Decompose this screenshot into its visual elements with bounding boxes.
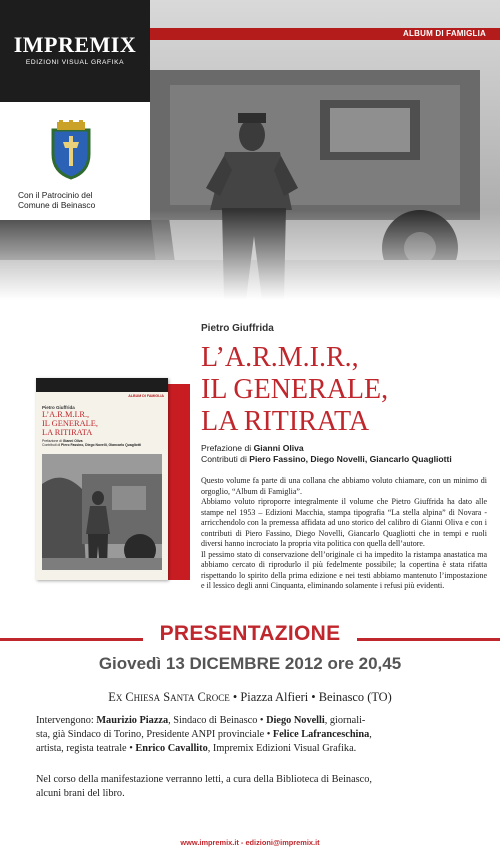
book-credits xyxy=(201,443,452,465)
book-spine xyxy=(166,384,190,580)
speaker-role: artista, regista teatrale xyxy=(36,743,127,754)
book-front-cover xyxy=(36,378,168,580)
venue-name: Ex Chiesa Santa Croce xyxy=(108,690,230,704)
speaker-role: , giornali- xyxy=(324,715,366,726)
publisher-panel xyxy=(0,0,150,220)
description-paragraph: Abbiamo voluto riproporre integralmente il volume che Pietro Giuffrida ha dato alle stampe nel 1953 – Edizioni Macchia, stampa tipografia “La stella alpina” di Novara - arricchendolo con la premessa affidata ad uno storico del calibro di Gianni Oliva e con i contributi di Piero Fassino, Diego Novelli, Giancarlo Quagliotti che in tempi e ruoli diversi hanno incrociato la propria vita politica con quella dell’autore. xyxy=(201,497,487,548)
book-cover-author: Pietro Giuffrida xyxy=(42,405,75,410)
speaker-role: , Impremix Edizioni Visual Grafika. xyxy=(207,743,357,754)
book-cover-credits xyxy=(42,439,141,448)
book-cover-contrib-names: Piero Fassino, Diego Novelli, Giancarlo Quagliotti xyxy=(61,443,141,448)
speakers-list: Intervengono: Maurizio Piazza, Sindaco di Beinasco • Diego Novelli, giornali- sta, già Sindaco di Torino, Presidente ANPI provinciale • Felice Lafranceschina, artista, regista teatrale • Enrico Cavallito, Impremix Edizioni Visual Grafika. xyxy=(36,715,372,754)
description-paragraph: Il pessimo stato di conservazione dell’originale ci ha impedito la ristampa anastatica ma abbiamo cercato di riprodurlo il più fedelmente possibile; la copertina è stata rifatta rispettando lo spirito della prima edizione e nei testi abbiamo mantenuto l’impostazione e il lessico degli anni Cinquanta, eliminando solamente i refusi più evidenti. xyxy=(201,549,487,590)
book-cover-title-line: IL GENERALE, xyxy=(42,418,98,428)
speaker-role: , xyxy=(369,729,372,740)
publisher-logo-text: IMPREMIX xyxy=(13,32,137,57)
venue-square: Piazza Alfieri xyxy=(240,690,309,704)
email-link[interactable]: edizioni@impremix.it xyxy=(245,838,320,847)
contrib-label: Contributi di xyxy=(201,454,247,464)
speaker-role: sta, già Sindaco di Torino, Presidente ANPI provinciale xyxy=(36,729,265,740)
book-cover-preface-label: Prefazione di xyxy=(42,439,62,443)
book-title-line1: L’A.R.M.I.R., xyxy=(201,342,359,373)
patronage-line1: Con il Patrocinio del xyxy=(18,190,93,200)
speaker-name: Diego Novelli xyxy=(266,715,325,726)
book-cover-title xyxy=(42,411,98,437)
note-line: alcuni brani del libro. xyxy=(36,788,125,799)
note-line: Nel corso della manifestazione verranno letti, a cura della Biblioteca di Beinasco, xyxy=(36,774,372,785)
book-cover-band xyxy=(36,378,168,392)
book-cover-title-line: L’A.R.M.I.R., xyxy=(42,410,90,419)
book-title xyxy=(201,342,388,438)
event-date: Giovedì 13 DICEMBRE 2012 ore 20,45 xyxy=(98,654,402,673)
website-link[interactable]: www.impremix.it xyxy=(180,838,239,847)
description-paragraph: Questo volume fa parte di una collana che abbiamo voluto chiamare, con un minimo di orgoglio, “Album di Famiglia”. xyxy=(201,476,487,496)
publisher-logo xyxy=(0,0,150,102)
speaker-name: Felice Lafranceschina xyxy=(272,729,370,740)
series-label: ALBUM DI FAMIGLIA xyxy=(403,29,486,38)
patronage xyxy=(18,190,138,210)
speaker-name: Enrico Cavallito xyxy=(135,743,208,754)
footer-contacts xyxy=(0,838,500,847)
footer-separator: - xyxy=(238,838,246,847)
venue-town: Beinasco (TO) xyxy=(318,690,392,704)
book-cover-preface-name: Gianni Oliva xyxy=(62,439,83,443)
book-cover-photo xyxy=(42,454,162,570)
event-venue: Ex Chiesa Santa Croce • Piazza Alfieri • Beinasco (TO) xyxy=(108,690,392,704)
preface-label: Prefazione di xyxy=(201,443,252,453)
speaker-name: Maurizio Piazza xyxy=(96,715,169,726)
municipal-crest-icon xyxy=(47,120,95,180)
preface-name: Gianni Oliva xyxy=(253,443,304,453)
book-title-line2: IL GENERALE, xyxy=(201,374,389,405)
contrib-names: Piero Fassino, Diego Novelli, Giancarlo Quagliotti xyxy=(249,454,452,464)
speakers-intro: Intervengono: xyxy=(36,715,94,726)
publisher-logo-subtitle: EDIZIONI VISUAL GRAFIKA xyxy=(25,59,125,66)
book-cover-title-line: LA RITIRATA xyxy=(42,427,93,437)
book-title-line3: LA RITIRATA xyxy=(201,406,370,437)
speaker-role: , Sindaco di Beinasco xyxy=(168,715,258,726)
book-cover-series: ALBUM DI FAMIGLIA xyxy=(128,394,164,398)
author-name: Pietro Giuffrida xyxy=(201,323,274,334)
book-cover-mockup xyxy=(26,378,176,580)
book-cover-contrib-label: Contributi di xyxy=(42,443,61,448)
book-description xyxy=(201,476,487,592)
patronage-line2: Comune di Beinasco xyxy=(18,200,96,210)
event-note xyxy=(36,773,466,801)
presentation-heading: PRESENTAZIONE xyxy=(159,622,341,645)
